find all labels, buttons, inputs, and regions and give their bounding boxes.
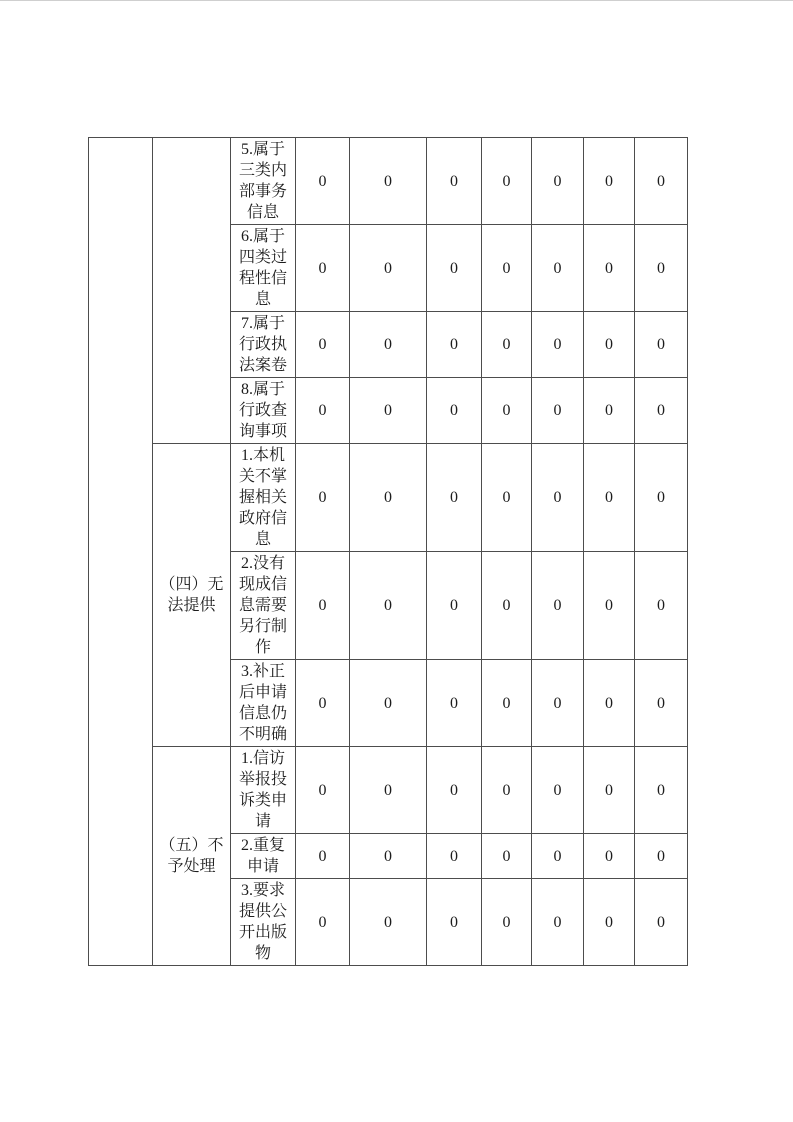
value-cell: 0 [584, 444, 635, 552]
value-cell: 0 [427, 312, 482, 378]
value-cell: 0 [427, 552, 482, 660]
value-cell: 0 [296, 660, 350, 747]
value-cell: 0 [350, 225, 427, 312]
value-cell: 0 [296, 225, 350, 312]
value-cell: 0 [482, 312, 532, 378]
value-cell: 0 [635, 312, 688, 378]
value-cell: 0 [532, 660, 584, 747]
value-cell: 0 [296, 444, 350, 552]
item-label-cell: 6.属于四类过程性信息 [231, 225, 296, 312]
value-cell: 0 [427, 444, 482, 552]
disclosure-results-table [88, 137, 688, 966]
value-cell: 0 [482, 444, 532, 552]
value-cell: 0 [635, 138, 688, 225]
value-cell: 0 [296, 312, 350, 378]
value-cell: 0 [296, 834, 350, 879]
value-cell: 0 [482, 138, 532, 225]
page-top-edge [0, 0, 793, 1]
value-cell: 0 [584, 552, 635, 660]
item-label-cell: 3.要求提供公开出版物 [231, 879, 296, 966]
value-cell: 0 [350, 660, 427, 747]
value-cell: 0 [427, 225, 482, 312]
value-cell: 0 [584, 138, 635, 225]
category-cell [153, 138, 231, 444]
value-cell: 0 [427, 879, 482, 966]
value-cell: 0 [532, 834, 584, 879]
value-cell: 0 [532, 378, 584, 444]
value-cell: 0 [532, 312, 584, 378]
value-cell: 0 [427, 834, 482, 879]
item-label-cell: 5.属于三类内部事务信息 [231, 138, 296, 225]
value-cell: 0 [635, 444, 688, 552]
value-cell: 0 [635, 225, 688, 312]
value-cell: 0 [584, 312, 635, 378]
item-label-cell: 1.信访举报投诉类申请 [231, 747, 296, 834]
value-cell: 0 [350, 834, 427, 879]
value-cell: 0 [635, 834, 688, 879]
value-cell: 0 [635, 660, 688, 747]
value-cell: 0 [427, 747, 482, 834]
value-cell: 0 [482, 378, 532, 444]
value-cell: 0 [532, 747, 584, 834]
value-cell: 0 [350, 879, 427, 966]
value-cell: 0 [296, 138, 350, 225]
item-label-cell: 1.本机关不掌握相关政府信息 [231, 444, 296, 552]
table-body [89, 138, 688, 966]
category-cell: （五）不予处理 [153, 747, 231, 966]
value-cell: 0 [296, 879, 350, 966]
value-cell: 0 [350, 444, 427, 552]
value-cell: 0 [350, 312, 427, 378]
value-cell: 0 [427, 138, 482, 225]
value-cell: 0 [296, 378, 350, 444]
table-row [89, 444, 688, 552]
value-cell: 0 [584, 747, 635, 834]
value-cell: 0 [635, 747, 688, 834]
table-row [89, 747, 688, 834]
item-label-cell: 8.属于行政查询事项 [231, 378, 296, 444]
item-label-cell: 2.没有现成信息需要另行制作 [231, 552, 296, 660]
value-cell: 0 [584, 834, 635, 879]
table-row [89, 138, 688, 225]
value-cell: 0 [350, 378, 427, 444]
value-cell: 0 [427, 660, 482, 747]
left-spacer-cell [89, 138, 153, 966]
value-cell: 0 [532, 444, 584, 552]
category-cell: （四）无法提供 [153, 444, 231, 747]
value-cell: 0 [350, 552, 427, 660]
value-cell: 0 [350, 747, 427, 834]
value-cell: 0 [482, 225, 532, 312]
value-cell: 0 [532, 138, 584, 225]
value-cell: 0 [635, 552, 688, 660]
value-cell: 0 [482, 834, 532, 879]
item-label-cell: 3.补正后申请信息仍不明确 [231, 660, 296, 747]
value-cell: 0 [482, 879, 532, 966]
value-cell: 0 [296, 552, 350, 660]
value-cell: 0 [532, 879, 584, 966]
value-cell: 0 [482, 660, 532, 747]
value-cell: 0 [635, 879, 688, 966]
value-cell: 0 [350, 138, 427, 225]
value-cell: 0 [584, 225, 635, 312]
item-label-cell: 2.重复申请 [231, 834, 296, 879]
value-cell: 0 [427, 378, 482, 444]
value-cell: 0 [296, 747, 350, 834]
value-cell: 0 [584, 660, 635, 747]
value-cell: 0 [584, 378, 635, 444]
value-cell: 0 [482, 747, 532, 834]
item-label-cell: 7.属于行政执法案卷 [231, 312, 296, 378]
value-cell: 0 [482, 552, 532, 660]
value-cell: 0 [635, 378, 688, 444]
value-cell: 0 [532, 225, 584, 312]
value-cell: 0 [584, 879, 635, 966]
value-cell: 0 [532, 552, 584, 660]
